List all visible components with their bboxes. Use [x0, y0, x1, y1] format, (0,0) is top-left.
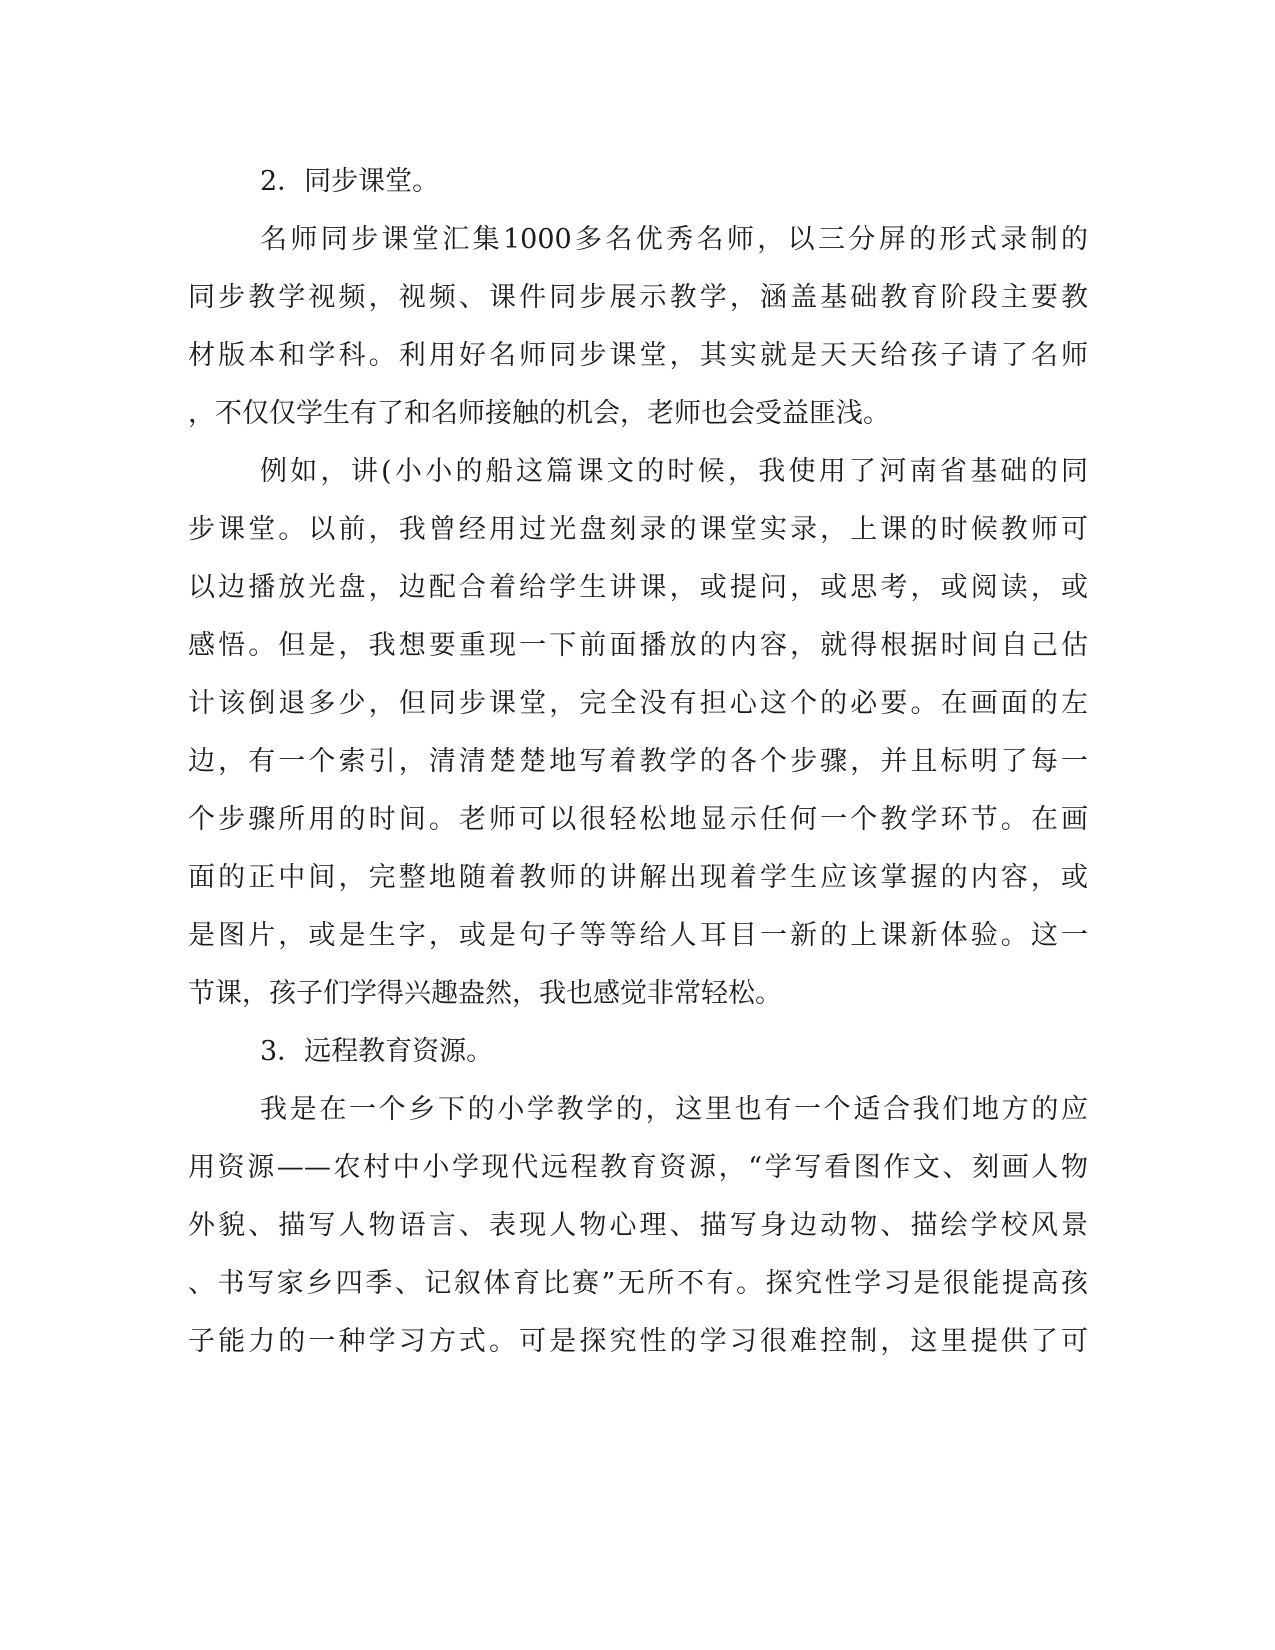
paragraph-line: 节课，孩子们学得兴趣盎然，我也感觉非常轻松。 — [188, 978, 782, 1009]
paragraph-line: 以边播放光盘，边配合着给学生讲课，或提问，或思考，或阅读，或 — [188, 572, 1088, 603]
paragraph-line: 面的正中间，完整地随着教师的讲解出现着学生应该掌握的内容，或 — [188, 862, 1088, 893]
paragraph-line: 例如，讲(小小的船这篇课文的时候，我使用了河南省基础的同 — [260, 456, 1088, 487]
paragraph-line: 同步教学视频，视频、课件同步展示教学，涵盖基础教育阶段主要教 — [188, 282, 1088, 313]
paragraph-line: 个步骤所用的时间。老师可以很轻松地显示任何一个教学环节。在画 — [188, 804, 1088, 835]
paragraph-line: 步课堂。以前，我曾经用过光盘刻录的课堂实录，上课的时候教师可 — [188, 514, 1088, 545]
paragraph-line: 边，有一个索引，清清楚楚地写着教学的各个步骤，并且标明了每一 — [188, 746, 1088, 777]
paragraph-line: 计该倒退多少，但同步课堂，完全没有担心这个的必要。在画面的左 — [188, 688, 1088, 719]
paragraph-line: 用资源——农村中小学现代远程教育资源，“学写看图作文、刻画人物 — [188, 1152, 1088, 1183]
paragraph-line: 名师同步课堂汇集1000多名优秀名师，以三分屏的形式录制的 — [260, 224, 1088, 255]
paragraph-line: ，不仅仅学生有了和名师接触的机会，老师也会受益匪浅。 — [188, 398, 890, 429]
section-heading: 2．同步课堂。 — [260, 166, 440, 197]
paragraph-line: 我是在一个乡下的小学教学的，这里也有一个适合我们地方的应 — [260, 1094, 1088, 1125]
paragraph-line: 是图片，或是生字，或是句子等等给人耳目一新的上课新体验。这一 — [188, 920, 1088, 951]
paragraph-line: 材版本和学科。利用好名师同步课堂，其实就是天天给孩子请了名师 — [188, 340, 1088, 371]
paragraph-line: 感悟。但是，我想要重现一下前面播放的内容，就得根据时间自己估 — [188, 630, 1088, 661]
paragraph-line: 外貌、描写人物语言、表现人物心理、描写身边动物、描绘学校风景 — [188, 1210, 1088, 1241]
paragraph-line: 、书写家乡四季、记叙体育比赛”无所不有。探究性学习是很能提高孩 — [188, 1268, 1088, 1299]
paragraph-line: 子能力的一种学习方式。可是探究性的学习很难控制，这里提供了可 — [188, 1326, 1088, 1357]
section-heading: 3．远程教育资源。 — [260, 1036, 494, 1067]
